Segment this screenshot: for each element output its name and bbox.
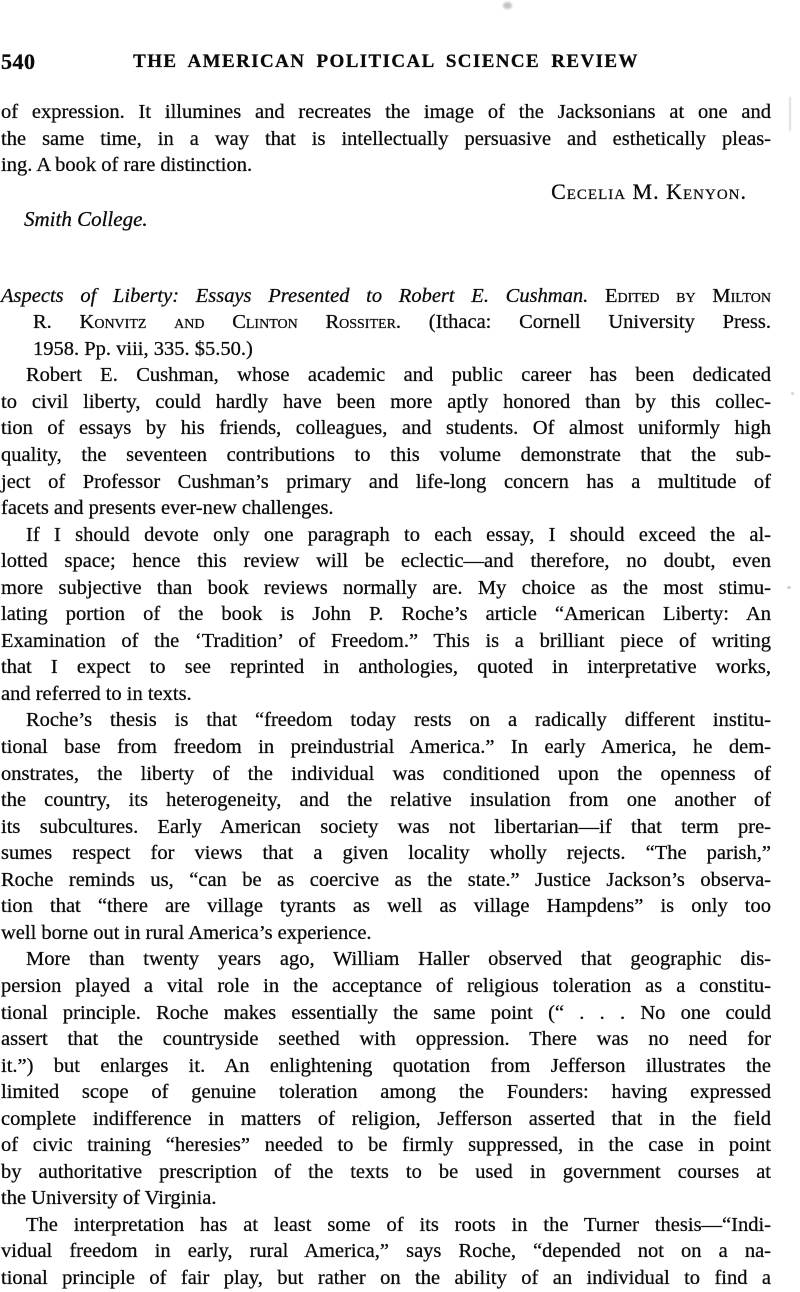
text-line: onstrates, the liberty of the individual was conditioned upon the openness of bbox=[1, 762, 771, 785]
scan-speck bbox=[787, 586, 791, 589]
affiliation-line bbox=[1, 206, 771, 234]
text-line: the country, its heterogeneity, and the relative insulation from one another of bbox=[1, 789, 771, 812]
text-line: The interpretation has at least some of its roots in the Turner thesis—“Indi- bbox=[26, 1213, 771, 1236]
citation-publisher: (Ithaca: Cornell University Press. bbox=[428, 311, 771, 334]
paragraph bbox=[1, 522, 771, 708]
text-line: quality, the seventeen contributions to this volume demonstrate that the sub- bbox=[1, 444, 771, 467]
text-line: ject of Professor Cushman’s primary and life-long concern has a multitude of bbox=[1, 470, 771, 493]
text-line: tion that “there are village tyrants as well as village Hampdens” is only too bbox=[1, 895, 771, 918]
text-line: by authoritative prescription of the texts to be used in government courses at bbox=[1, 1160, 771, 1183]
page-header bbox=[1, 0, 771, 75]
book-citation bbox=[1, 283, 771, 363]
text-line: it.”) but enlarges it. An enlightening quotation from Jefferson illustrates the bbox=[1, 1054, 771, 1077]
citation-line: 1958. Pp. viii, 335. $5.50.) bbox=[33, 337, 253, 360]
text-line: tion of essays by his friends, colleagues, and students. Of almost uniformly high bbox=[1, 417, 771, 440]
text-line: tional principle. Roche makes essentially the same point (“ . . . No one could bbox=[1, 1001, 771, 1024]
book-review bbox=[1, 283, 771, 1292]
page-body bbox=[1, 99, 771, 1292]
citation-line bbox=[1, 283, 771, 310]
citation-editors: R. Konvitz and Clinton Rossiter. bbox=[33, 311, 402, 334]
text-line: sumes respect for views that a given locality wholly rejects. “The parish,” bbox=[1, 842, 771, 865]
text-line: of expression. It illumines and recreates the image of the Jacksonians at one and bbox=[1, 101, 771, 123]
reviewer-affiliation: Smith College. bbox=[24, 207, 148, 232]
text-line: of civic training “heresies” needed to be firmly suppressed, in the case in point bbox=[1, 1134, 771, 1157]
text-line: tional base from freedom in preindustrial America.” In early America, he dem- bbox=[1, 736, 771, 759]
text-line: the same time, in a way that is intellectually persuasive and esthetically pleas- bbox=[1, 127, 771, 150]
paragraph bbox=[1, 362, 771, 521]
paragraph bbox=[1, 1212, 771, 1292]
page-number: 540 bbox=[1, 49, 36, 74]
previous-review-conclusion bbox=[1, 99, 771, 234]
text-line: facets and presents ever-new challenges. bbox=[1, 497, 334, 520]
text-line: that I expect to see reprinted in anthologies, quoted in interpretative works, bbox=[1, 656, 771, 679]
scan-speck bbox=[791, 392, 794, 395]
citation-line bbox=[1, 309, 771, 336]
text-line: persion played a vital role in the acceptance of religious toleration as a constitu- bbox=[1, 974, 771, 997]
text-line: lating portion of the book is John P. Roche’s article “American Liberty: An bbox=[1, 603, 771, 626]
text-line: vidual freedom in early, rural America,” says Roche, “depended not on a na- bbox=[1, 1240, 771, 1263]
text-line: and referred to in texts. bbox=[1, 682, 192, 705]
citation-editors-lead: Edited by Milton bbox=[604, 284, 772, 307]
text-line: Roche’s thesis is that “freedom today rests on a radically different institu- bbox=[26, 709, 771, 732]
text-line: the University of Virginia. bbox=[1, 1187, 217, 1210]
text-line: lotted space; hence this review will be eclectic—and therefore, no doubt, even bbox=[1, 550, 771, 573]
paragraph bbox=[1, 707, 771, 946]
running-head: THE AMERICAN POLITICAL SCIENCE REVIEW bbox=[133, 51, 639, 72]
text-line: assert that the countryside seethed with oppression. There was no need for bbox=[1, 1028, 771, 1051]
text-line: ing. A book of rare distinction. bbox=[1, 154, 253, 177]
signature-line bbox=[1, 179, 771, 207]
text-line: complete indifference in matters of religion, Jefferson asserted that in the field bbox=[1, 1107, 771, 1130]
text-line: its subcultures. Early American society was not libertarian—if that term pre- bbox=[1, 815, 771, 838]
text-line: to civil liberty, could hardly have been more aptly honored than by this collec- bbox=[1, 390, 771, 413]
text-line: Robert E. Cushman, whose academic and public career has been dedicated bbox=[26, 364, 771, 387]
text-line: limited scope of genuine toleration among the Founders: having expressed bbox=[1, 1081, 771, 1104]
text-line: More than twenty years ago, William Haller observed that geographic dis- bbox=[26, 948, 771, 971]
text-line: more subjective than book reviews normally are. My choice as the most stimu- bbox=[1, 576, 771, 599]
text-line: If I should devote only one paragraph to each essay, I should exceed the al- bbox=[26, 523, 771, 546]
paragraph bbox=[1, 946, 771, 1211]
text-line: Examination of the ‘Tradition’ of Freedom.” This is a brilliant piece of writing bbox=[1, 629, 771, 652]
scan-speck bbox=[789, 97, 791, 131]
text-line: Roche reminds us, “can be as coercive as the state.” Justice Jackson’s observa- bbox=[1, 868, 771, 891]
text-line: tional principle of fair play, but rather on the ability of an individual to find a bbox=[1, 1266, 771, 1289]
book-title: Aspects of Liberty: Essays Presented to Robert E. Cushman. bbox=[1, 284, 589, 307]
reviewer-name: Cecelia M. Kenyon. bbox=[551, 178, 747, 204]
text-line: well borne out in rural America’s experience. bbox=[1, 921, 372, 944]
